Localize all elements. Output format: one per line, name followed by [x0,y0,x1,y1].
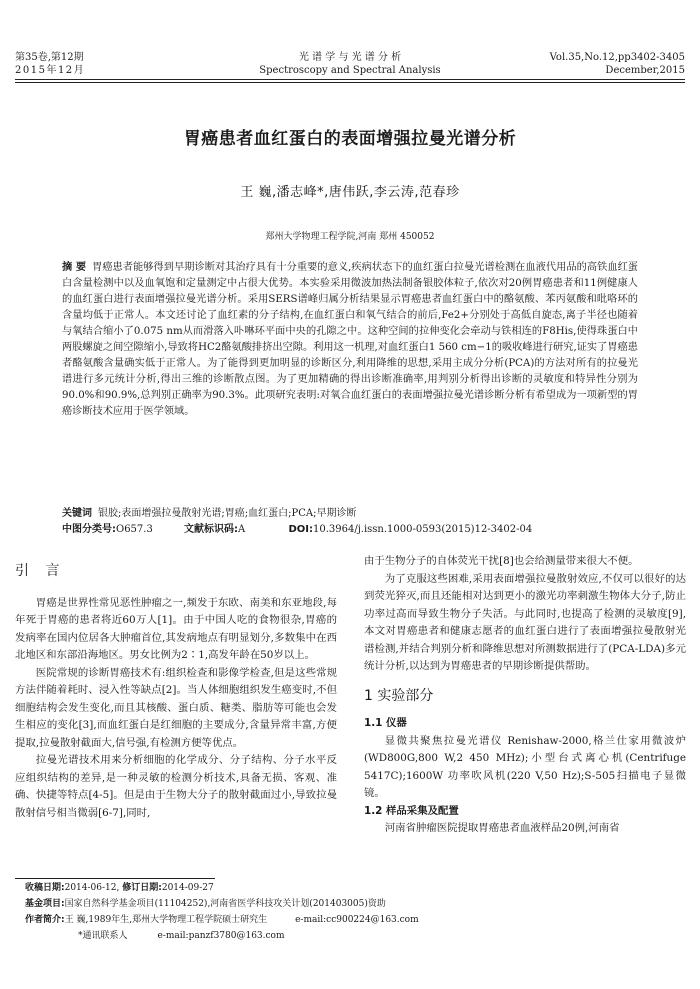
header-rule [15,79,685,80]
intro-paragraph-2: 医院常规的诊断胃癌技术有:组织检查和影像学检查,但是这些常规方法伴随着耗时、浸入性等缺点[2]。当人体细胞组织发生癌变时,不但细胞结构会发生变化,而且其核酸、蛋白质、糖类、脂肪等可能也会发生相应的变化[3],而血红蛋白是红细胞的主要成分,含量异常丰富,方便提取,拉曼散射截面大,信号强,有检测方便等优点。 [15,666,337,749]
subsection-1-1-heading: 1.1 仪器 [364,717,407,729]
keywords [62,506,638,521]
revised-label: 修订日期: [122,883,162,893]
doc-code-value: A [238,524,246,535]
subsection-1-2-heading: 1.2 样品采集及配置 [364,804,459,817]
fund-label: 基金项目: [25,899,65,909]
fund-text: 国家自然科学基金项目(11104252),河南省医学科技攻关计划(201403005)资助 [64,899,386,909]
paper-title: 胃癌患者血红蛋白的表面增强拉曼光谱分析 [183,129,517,149]
clc-label: 中图分类号: [62,524,116,535]
section-1-heading: 1 实验部分 [364,687,434,704]
abstract-label: 摘 要 [62,262,87,273]
right-column [364,553,686,838]
corr-email: e-mail:panzf3780@163.com [157,931,285,941]
bio-email: e-mail:cc900224@163.com [295,915,419,925]
keywords-label: 关键词 [62,508,92,519]
keywords-text: 银胶;表面增强拉曼散射光谱;胃癌;血红蛋白;PCA;早期诊断 [98,508,357,519]
bio-label: 作者简介: [25,915,65,925]
affiliation: 郑州大学物理工程学院,河南 郑州 450052 [265,232,435,242]
footnote-rule [15,878,215,879]
revised-date: 2014-09-27 [161,883,214,893]
instruments-paragraph: 显微共聚焦拉曼光谱仪 Renishaw-2000,格兰仕家用微波炉(WD800G,800 W,2 450 MHz);小型台式离心机(Centrifuge 5417C);1600W 功率吹风机(220 V,50 Hz);S-505扫描电子显微镜。 [364,734,686,799]
header-rule-double [15,82,685,83]
clc-value: O657.3 [116,524,153,535]
classification-line [62,522,638,537]
intro-paragraph-3-continued: 由于生物分子的自体荧光干扰[8]也会给测量带来很大不便。 [364,555,639,567]
footnote-correspondence [78,930,285,943]
author-list: 王 巍,潘志峰*,唐伟跃,李云涛,范春珍 [240,185,460,200]
samples-paragraph: 河南省肿瘤医院提取胃癌患者血液样品20例,河南省 [384,822,620,834]
doc-code-label: 文献标识码: [184,524,239,535]
footnote-fund [25,898,386,911]
journal-pages: Vol.35,No.12,pp3402-3405 [549,52,685,63]
journal-volume: 第35卷,第12期 [15,52,84,63]
intro-paragraph-3: 拉曼光谱技术用来分析细胞的化学成分、分子结构、分子水平反应组织结构的差异,是一种灵敏的检测分析技术,具备无损、客观、准确、快捷等特点[4-5]。但是由于生物大分子的散射截面过小,导致拉曼散射信号相当微弱[6-7],同时, [15,754,337,819]
journal-name-en: Spectroscopy and Spectral Analysis [259,65,441,76]
section-intro-heading: 引 言 [15,563,66,579]
journal-date: 2015年12月 [15,65,86,76]
abstract-text: 胃癌患者能够得到早期诊断对其治疗具有十分重要的意义,疾病状态下的血红蛋白拉曼光谱检测在血液代用品的高铁血红蛋白含量检测中以及血氧饱和定量测定中占很大优势。本实验采用微波加热法制备银胶体粒子,依次对20例胃癌患者和11例健康人的血红蛋白进行表面增强拉曼光谱分析。采用SERS谱峰归属分析结果显示胃癌患者血红蛋白中的酪氨酸、苯丙氨酸和吡咯环的含量均低于正常人。本文还讨论了血红素的分子结构,在血红蛋白和氧气结合的前后,Fe2+分别处于高低自旋态,离子半径也随着与氧结合缩小了0.075 nm从而滑落入卟啉环平面中央的孔隙之中。这种空间的拉伸变化会牵动与铁相连的F8His,使得珠蛋白中两股螺旋之间空隙缩小,导致将HC2酪氨酸排挤出空隙。利用这一机理,对血红蛋白1 560 cm−1的吸收峰进行研究,证实了胃癌患者酪氨酸含量确实低于正常人。为了能得到更加明显的诊断区分,利用降维的思想,采用主成分分析(PCA)的方法对所有的拉曼光谱进行多元统计分析,得出三维的诊断散点图。为了更加精确的得出诊断准确率,用判别分析得出诊断的灵敏度和特异性分别为90.0%和90.9%,总判别正确率为90.3%。此项研究表明:对氧合血红蛋白的表面增强拉曼光谱诊断分析有希望成为一项新型的胃癌诊断技术应用于医学领域。 [62,262,638,417]
journal-name-cn: 光 谱 学 与 光 谱 分 析 [298,52,402,63]
intro-paragraph-4: 为了克服这些困难,采用表面增强拉曼散射效应,不仅可以很好的达到荧光猝灭,而且还能相对达到更小的激光功率刺激生物体大分子,防止功率过高而导致生物分子失活。与此同时,也提高了检测的灵敏度[9],本文对胃癌患者和健康志愿者的血红蛋白进行了表面增强拉曼散射光谱检测,并结合判别分析和降维思想对所测数据进行了(PCA-LDA)多元统计分析,以达到为胃癌患者的早期诊断提供帮助。 [364,572,686,672]
left-column [15,563,337,822]
received-label: 收稿日期: [25,883,65,893]
received-date: 2014-06-12, [64,883,120,893]
footnote-dates [25,882,214,895]
doi-value: 10.3964/j.issn.1000-0593(2015)12-3402-04 [312,524,533,535]
bio-text: 王 巍,1989年生,郑州大学物理工程学院硕士研究生 [64,915,268,925]
doi-label: DOI: [288,524,313,535]
abstract [62,260,638,420]
corr-label: *通讯联系人 [78,931,128,941]
footnote-bio [25,914,419,927]
journal-month: December,2015 [605,65,685,76]
intro-paragraph-1: 胃癌是世界性常见恶性肿瘤之一,频发于东欧、南美和东亚地段,每年死于胃癌的患者将近60万人[1]。由于中国人吃的食物很杂,胃癌的发病率在国内位居各大肿瘤首位,其发病地点有明显划分,多数集中在西北地区和东部沿海地区。男女比例为2∶1,高发年龄在50岁以上。 [15,596,337,661]
